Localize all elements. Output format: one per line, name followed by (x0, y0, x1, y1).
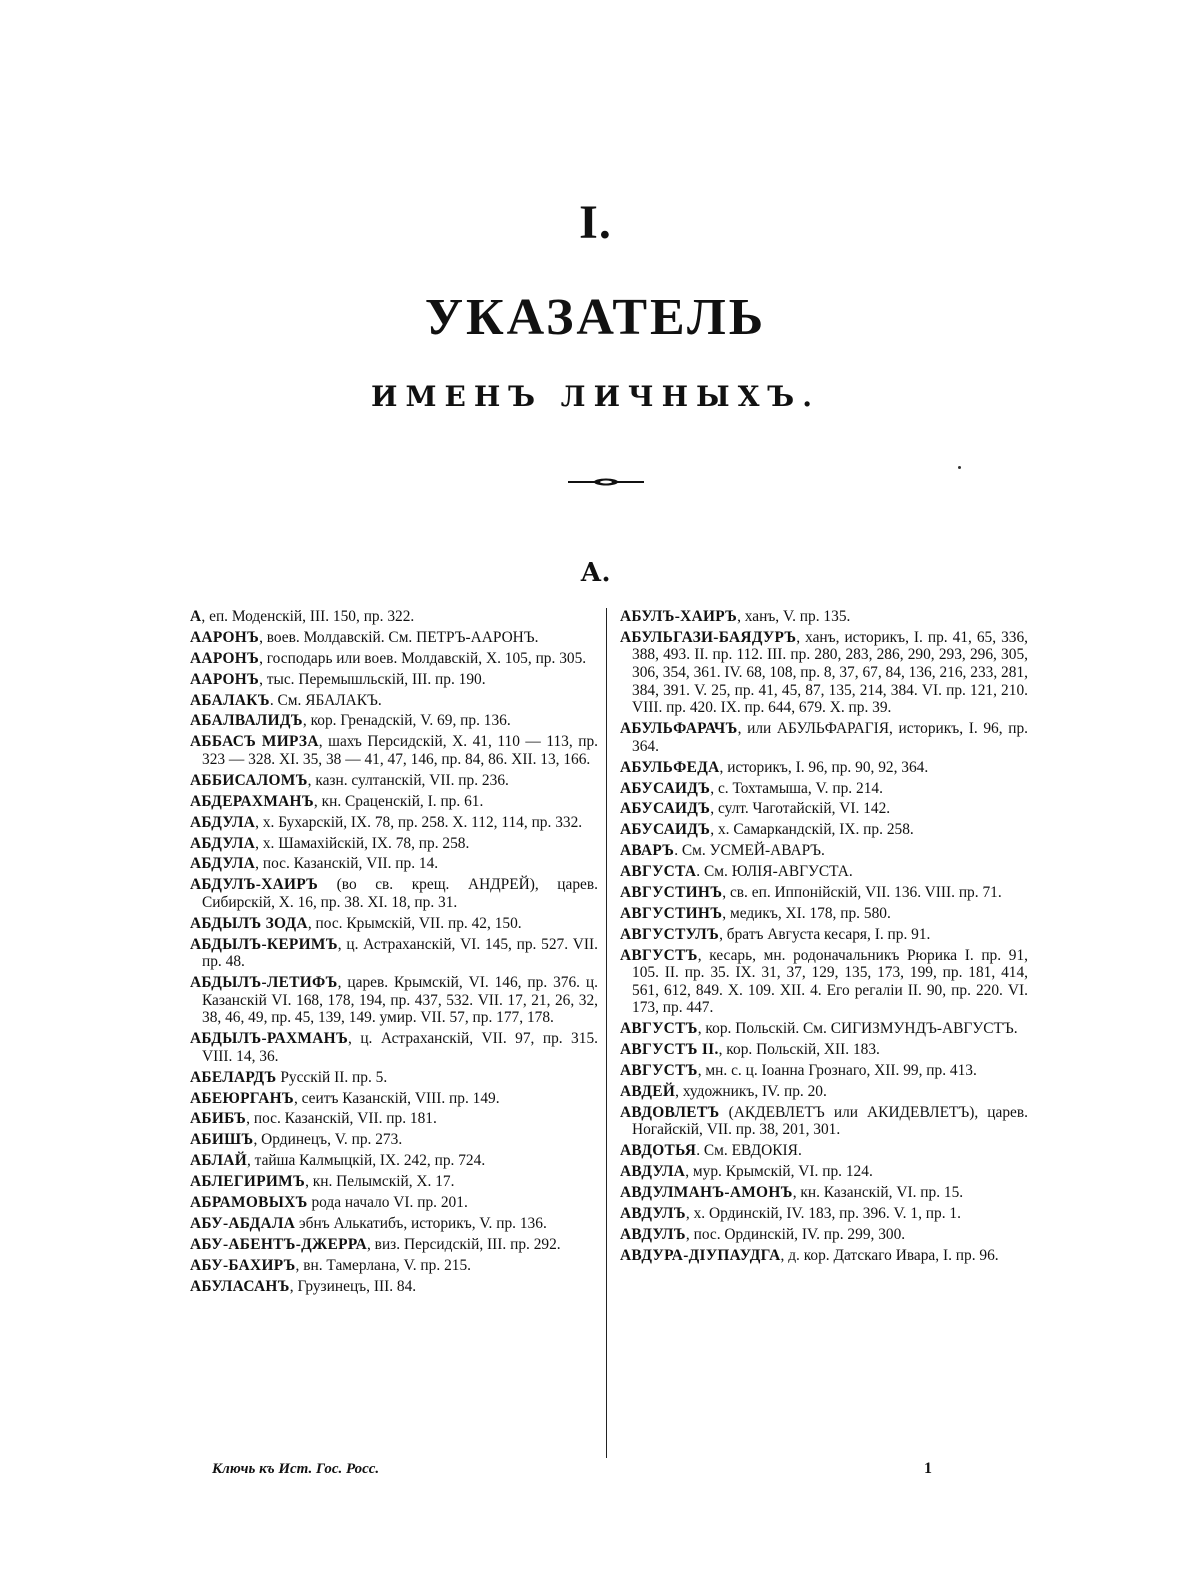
index-entry (620, 780, 1028, 798)
page-title: УКАЗАТЕЛЬ (424, 289, 767, 346)
index-entry (620, 608, 1028, 626)
entry-references: , казн. султанскій, VII. пр. 236. (307, 771, 509, 789)
entry-references: , х. Ординскій, IV. 183, пр. 396. V. 1, пр. 1. (685, 1205, 961, 1223)
index-entry (190, 1173, 598, 1191)
entry-references: . См. ЮЛІЯ-АВГУСТА. (696, 863, 853, 881)
index-entry (190, 855, 598, 873)
index-entry (620, 1041, 1028, 1059)
entry-references: , ханъ, историкъ, I. пр. 41, 65, 336, 388, 493. II. пр. 112. III. пр. 280, 283, 286, 290, 293, 296, 305, 306, 354, 361. IV. 68, 108, пр. 8, 37, 67, 84, 136, 216, 233, 281, 384, 391. V. 25, пр. 41, 45, 87, 135, 214, 384. VI. пр. 121, 210. VIII. пр. 420. IX. пр. 644, 679. X. пр. 39. (632, 628, 1028, 717)
entry-name: АБАЛВАЛИДЪ (190, 712, 303, 730)
entry-name: АББИСАЛОМЪ (190, 771, 308, 789)
index-entry (190, 915, 598, 933)
index-entry (190, 671, 598, 689)
index-entry (620, 926, 1028, 944)
entry-name: АБУЛЬГАЗИ-БАЯДУРЪ (620, 628, 797, 646)
entry-name: АБУ-БАХИРЪ (190, 1256, 296, 1274)
entry-references: , сеитъ Казанскій, VIII. пр. 149. (293, 1089, 500, 1107)
index-entry (190, 1194, 598, 1212)
index-entry (190, 936, 598, 971)
entry-references: , Ординецъ, V. пр. 273. (253, 1131, 403, 1149)
entry-name: АБДЫЛЪ-ЛЕТИФЪ (190, 974, 338, 992)
entry-name: АБЕЮРГАНЪ (190, 1089, 294, 1107)
entry-name: АБДЕРАХМАНЪ (190, 792, 314, 810)
entry-name: АБУЛАСАНЪ (190, 1277, 290, 1295)
index-entry (620, 905, 1028, 923)
entry-references: эбнъ Алькатибъ, историкъ, V. пр. 136. (295, 1214, 547, 1232)
index-entry (190, 608, 598, 626)
index-entry (190, 1152, 598, 1170)
entry-name: АБДУЛА (190, 813, 256, 831)
entry-name: АБУЛЬФАРАЧЪ (620, 720, 738, 738)
right-column (620, 608, 1028, 1268)
entry-references: , х. Самаркандскій, IX. пр. 258. (710, 821, 914, 839)
index-entry (190, 1215, 598, 1233)
index-entry (190, 1257, 598, 1275)
entry-name: АВГУСТИНЪ (620, 904, 723, 922)
index-entry (620, 821, 1028, 839)
entry-name: АВГУСТЪ (620, 1020, 698, 1038)
index-entry (190, 1131, 598, 1149)
speck-mark (958, 466, 961, 469)
entry-name: АБУ-АБЕНТЪ-ДЖЕРРА (190, 1235, 367, 1253)
entry-references: , кн. Сраценскій, I. пр. 61. (313, 792, 484, 810)
index-entry (620, 1163, 1028, 1181)
entry-name: АБДЫЛЪ ЗОДА (190, 914, 308, 932)
index-entry (190, 650, 598, 668)
page-number: 1 (924, 1460, 932, 1477)
ornament-divider-icon (568, 477, 644, 487)
index-entry (190, 1110, 598, 1128)
index-entry (190, 835, 598, 853)
entry-references: , мур. Крымскій, VI. пр. 124. (685, 1163, 873, 1181)
entry-name: АВГУСТЪ II. (620, 1041, 719, 1059)
index-entry (190, 1069, 598, 1087)
index-entry (190, 1090, 598, 1108)
section-number: I. (579, 196, 612, 249)
letter-heading: А. (580, 558, 611, 588)
entry-name: АВГУСТИНЪ (620, 883, 723, 901)
index-entry (190, 629, 598, 647)
entry-name: АБУЛЪ-ХАИРЪ (620, 608, 738, 625)
index-entry (190, 772, 598, 790)
entry-name: АБУСАИДЪ (620, 800, 711, 818)
left-column (190, 608, 598, 1299)
entry-references: , султ. Чаготайскій, VI. 142. (710, 800, 891, 818)
entry-references: , пос. Крымскій, VII. пр. 42, 150. (307, 914, 522, 932)
index-entry (620, 884, 1028, 902)
index-entry (620, 1226, 1028, 1244)
index-entry (190, 692, 598, 710)
index-entry (620, 1104, 1028, 1139)
entry-references: (во св. крещ. АНДРЕЙ), царев. Сибирскій, X. 16, пр. 38. XI. 18, пр. 31. (202, 876, 598, 911)
index-entry (620, 759, 1028, 777)
index-entry (620, 947, 1028, 1017)
entry-references: , господарь или воев. Молдавскій, X. 105, пр. 305. (259, 649, 587, 667)
entry-references: , с. Тохтамыша, V. пр. 214. (710, 779, 883, 797)
entry-name: ААРОНЪ (190, 649, 260, 667)
entry-references: , художникъ, IV. пр. 20. (675, 1083, 827, 1100)
entry-references: , х. Шамахійскій, IX. 78, пр. 258. (255, 834, 470, 852)
entry-name: АБЛАЙ (190, 1152, 247, 1170)
entry-name: АБЕЛАРДЪ (190, 1068, 277, 1086)
index-entry (620, 629, 1028, 717)
entry-name: АБИШЪ (190, 1131, 254, 1149)
entry-name: АБДЫЛЪ-РАХМАНЪ (190, 1030, 349, 1048)
index-entry (190, 712, 598, 730)
index-entry (190, 1236, 598, 1254)
entry-references: , ханъ, V. пр. 135. (737, 608, 851, 625)
entry-references: рода начало VI. пр. 201. (307, 1194, 468, 1212)
entry-name: АБДУЛА (190, 855, 256, 873)
entry-references: , братъ Августа кесаря, I. пр. 91. (719, 925, 931, 943)
entry-references: , медикъ, XI. 178, пр. 580. (722, 904, 891, 922)
entry-references: , пос. Казанскій, VII. пр. 14. (255, 855, 439, 873)
entry-references: . См. ЯБАЛАКЪ. (269, 691, 382, 709)
entry-name: ААРОНЪ (190, 628, 260, 646)
entry-name: АББАСЪ МИРЗА (190, 733, 319, 751)
index-entry (620, 800, 1028, 818)
entry-name: АВДЕЙ (620, 1083, 676, 1100)
index-entry (620, 1083, 1028, 1101)
entry-references: , кор. Польскій, XII. 183. (718, 1041, 880, 1059)
entry-references: , кор. Гренадскій, V. 69, пр. 136. (302, 712, 511, 730)
entry-references: , историкъ, I. 96, пр. 90, 92, 364. (719, 758, 929, 776)
entry-references: , тайша Калмыцкій, IX. 242, пр. 724. (246, 1152, 486, 1170)
footer-signature: Ключь къ Ист. Гос. Росс. (212, 1461, 380, 1477)
entry-name: АБИБЪ (190, 1110, 247, 1128)
entry-name: АБУСАИДЪ (620, 821, 711, 839)
entry-references: . См. УСМЕЙ-АВАРЪ. (674, 842, 825, 860)
entry-name: ААРОНЪ (190, 670, 260, 688)
entry-name: АБУЛЬФЕДА (620, 758, 720, 776)
entry-name: АБУСАИДЪ (620, 779, 711, 797)
entry-name: АВГУСТЪ (620, 946, 698, 964)
entry-name: АВДУЛА (620, 1163, 686, 1181)
entry-name: АВДОВЛЕТЪ (620, 1103, 720, 1121)
index-entry (190, 814, 598, 832)
entry-references: , пос. Ординскій, IV. пр. 299, 300. (685, 1225, 906, 1243)
entry-name: АВДУЛМАНЪ-АМОНЪ (620, 1184, 793, 1202)
entry-references: , пос. Казанскій, VII. пр. 181. (246, 1110, 437, 1128)
index-entry (620, 1142, 1028, 1160)
index-entry (620, 842, 1028, 860)
entry-references: , мн. с. ц. Іоанна Грознаго, XII. 99, пр. 413. (697, 1062, 977, 1080)
index-entry (190, 876, 598, 911)
index-entry (620, 1062, 1028, 1080)
entry-name: АВГУСТУЛЪ (620, 925, 720, 943)
entry-references: , св. еп. Иппонійскій, VII. 136. VIII. пр. 71. (722, 883, 1002, 901)
entry-references: , кор. Польскій. См. СИГИЗМУНДЪ-АВГУСТЪ. (697, 1020, 1018, 1038)
entry-name: АВДУЛЪ (620, 1225, 686, 1243)
entry-name: АБДУЛА (190, 834, 256, 852)
index-entry (620, 863, 1028, 881)
index-entry (190, 1278, 598, 1296)
entry-name: АБДЫЛЪ-КЕРИМЪ (190, 935, 338, 953)
entry-references: Русскій II. пр. 5. (276, 1068, 388, 1086)
entry-name: АБАЛАКЪ (190, 691, 270, 709)
entry-name: АВДОТЬЯ (620, 1142, 697, 1160)
entry-references: , д. кор. Датскаго Ивара, I. пр. 96. (780, 1246, 999, 1264)
entry-references: , вн. Тамерлана, V. пр. 215. (295, 1256, 471, 1274)
entry-name: АБЛЕГИРИМЪ (190, 1173, 306, 1191)
entry-name: АВАРЪ (620, 842, 675, 860)
entry-name: АВГУСТА (620, 863, 697, 881)
index-entry (620, 1247, 1028, 1265)
entry-references: . См. ЕВДОКІЯ. (696, 1142, 802, 1160)
entry-references: (АКДЕВЛЕТЪ или АКИДЕВЛЕТЪ), царев. Ногайскій, VII. пр. 38, 201, 301. (632, 1103, 1028, 1139)
entry-name: АВГУСТЪ (620, 1062, 698, 1080)
entry-name: А (190, 608, 202, 625)
column-divider (606, 608, 607, 1458)
entry-name: АБРАМОВЫХЪ (190, 1194, 308, 1212)
index-entry (190, 1030, 598, 1065)
entry-name: АВДУЛЪ (620, 1205, 686, 1223)
entry-name: АБУ-АБДАЛА (190, 1214, 296, 1232)
entry-name: АБДУЛЪ-ХАИРЪ (190, 876, 319, 894)
entry-references: , Грузинецъ, III. 84. (289, 1277, 417, 1295)
index-entry (620, 1020, 1028, 1038)
entry-references: , тыс. Перемышльскій, III. пр. 190. (259, 670, 486, 688)
page-subtitle: ИМЕНЪ ЛИЧНЫХЪ. (371, 380, 820, 413)
entry-references: , шахъ Персидскій, X. 41, 110 — 113, пр. 323 — 328. XI. 35, 38 — 41, 47, 146, пр. 84, 86. XII. 13, 166. (202, 733, 598, 768)
entry-references: , ц. Астраханскій, VII. 97, пр. 315. VIII. 14, 36. (202, 1030, 598, 1065)
entry-references: , еп. Моденскій, III. 150, пр. 322. (201, 608, 415, 625)
index-entry (620, 1184, 1028, 1202)
entry-references: , кесарь, мн. родоначальникъ Рюрика I. пр. 91, 105. II. пр. 35. IX. 31, 37, 129, 135, 173, 199, пр. 181, 414, 561, 612, 849. X. 109. XII. 4. Его регаліи II. 90, пр. 220. VI. 173, пр. 447. (632, 946, 1028, 1017)
entry-references: , кн. Казанскій, VI. пр. 15. (792, 1184, 964, 1202)
entry-references: , ц. Астраханскій, VI. 145, пр. 527. VII. пр. 48. (202, 935, 598, 971)
entry-references: , виз. Персидскій, III. пр. 292. (366, 1235, 561, 1253)
index-entry (190, 974, 598, 1027)
entry-references: , воев. Молдавскій. См. ПЕТРЪ-ААРОНЪ. (259, 628, 539, 646)
index-entry (620, 720, 1028, 755)
entry-references: , или АБУЛЬФАРАГІЯ, историкъ, I. 96, пр. 364. (632, 720, 1028, 755)
entry-references: , царев. Крымскій, VI. 146, пр. 376. ц. Казанскій VI. 168, 178, 194, пр. 437, 532. VII. 17, 21, 26, 32, 38, 46, 49, пр. 45, 139, 149. умир. VII. 57, пр. 177, 178. (202, 974, 598, 1027)
index-entry (190, 793, 598, 811)
index-entry (620, 1205, 1028, 1223)
entry-name: АВДУРА-ДІУПАУДГА (620, 1246, 781, 1264)
entry-references: , х. Бухарскій, IX. 78, пр. 258. X. 112, 114, пр. 332. (255, 813, 583, 831)
entry-references: , кн. Пелымскій, X. 17. (305, 1173, 455, 1191)
index-entry (190, 733, 598, 768)
